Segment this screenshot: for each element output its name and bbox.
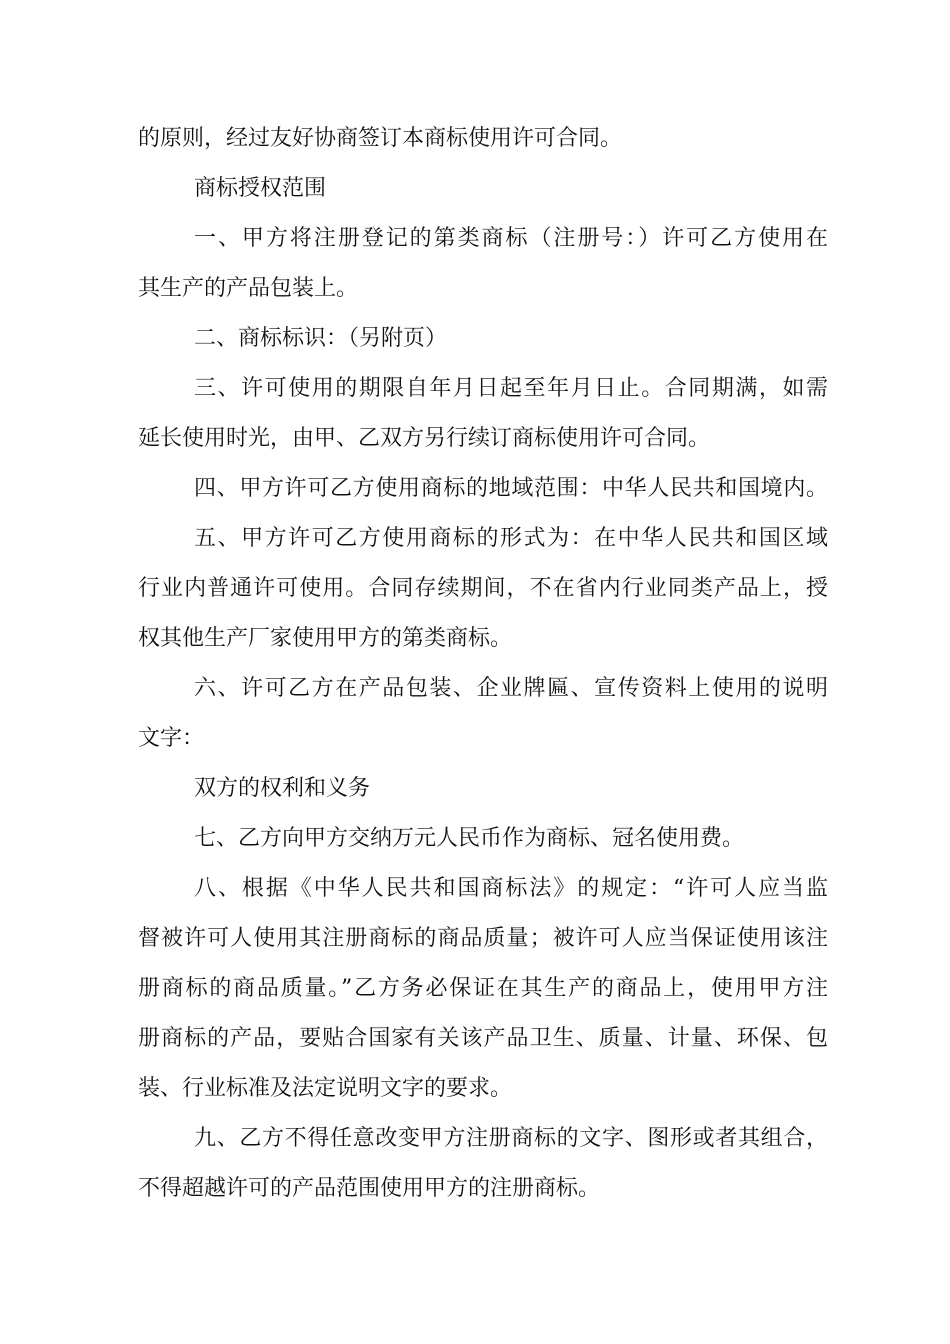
text-line: 延长使用时光，由甲、乙双方另行续订商标使用许可合同。 [138,426,711,451]
text-line: 二、商标标识：（另附页） [194,326,448,351]
text-line: 装、行业标准及法定说明文字的要求。 [138,1076,513,1101]
text-line: 四、甲方许可乙方使用商标的地域范围：中华人民共和国境内。 [194,476,828,501]
text-line: 不得超越许可的产品范围使用甲方的注册商标。 [138,1176,601,1201]
text-line: 册商标的商品质量。”乙方务必保证在其生产的商品上，使用甲方注 [138,976,828,1001]
text-line: 五、甲方许可乙方使用商标的形式为：在中华人民共和国区域 [194,526,828,551]
text-line: 一、甲方将注册登记的第类商标（注册号：）许可乙方使用在 [194,226,828,251]
text-line: 行业内普通许可使用。合同存续期间，不在省内行业同类产品上，授 [138,576,828,601]
text-line: 其生产的产品包装上。 [138,276,359,301]
text-line: 的原则，经过友好协商签订本商标使用许可合同。 [138,126,623,151]
text-line: 文字： [138,726,205,751]
text-line: 六、许可乙方在产品包装、企业牌匾、宣传资料上使用的说明 [194,676,828,701]
text-line: 册商标的产品，要贴合国家有关该产品卫生、质量、计量、环保、包 [138,1026,828,1051]
text-line: 督被许可人使用其注册商标的商品质量；被许可人应当保证使用该注 [138,926,828,951]
text-line: 九、乙方不得任意改变甲方注册商标的文字、图形或者其组合， [194,1126,828,1151]
text-line: 七、乙方向甲方交纳万元人民币作为商标、冠名使用费。 [194,826,745,851]
section-heading: 商标授权范围 [194,176,327,201]
section-heading: 双方的权利和义务 [194,776,371,801]
text-line: 三、许可使用的期限自年月日起至年月日止。合同期满，如需 [194,376,828,401]
text-line: 权其他生产厂家使用甲方的第类商标。 [138,626,513,651]
text-line: 八、根据《中华人民共和国商标法》的规定：“许可人应当监 [194,876,828,901]
